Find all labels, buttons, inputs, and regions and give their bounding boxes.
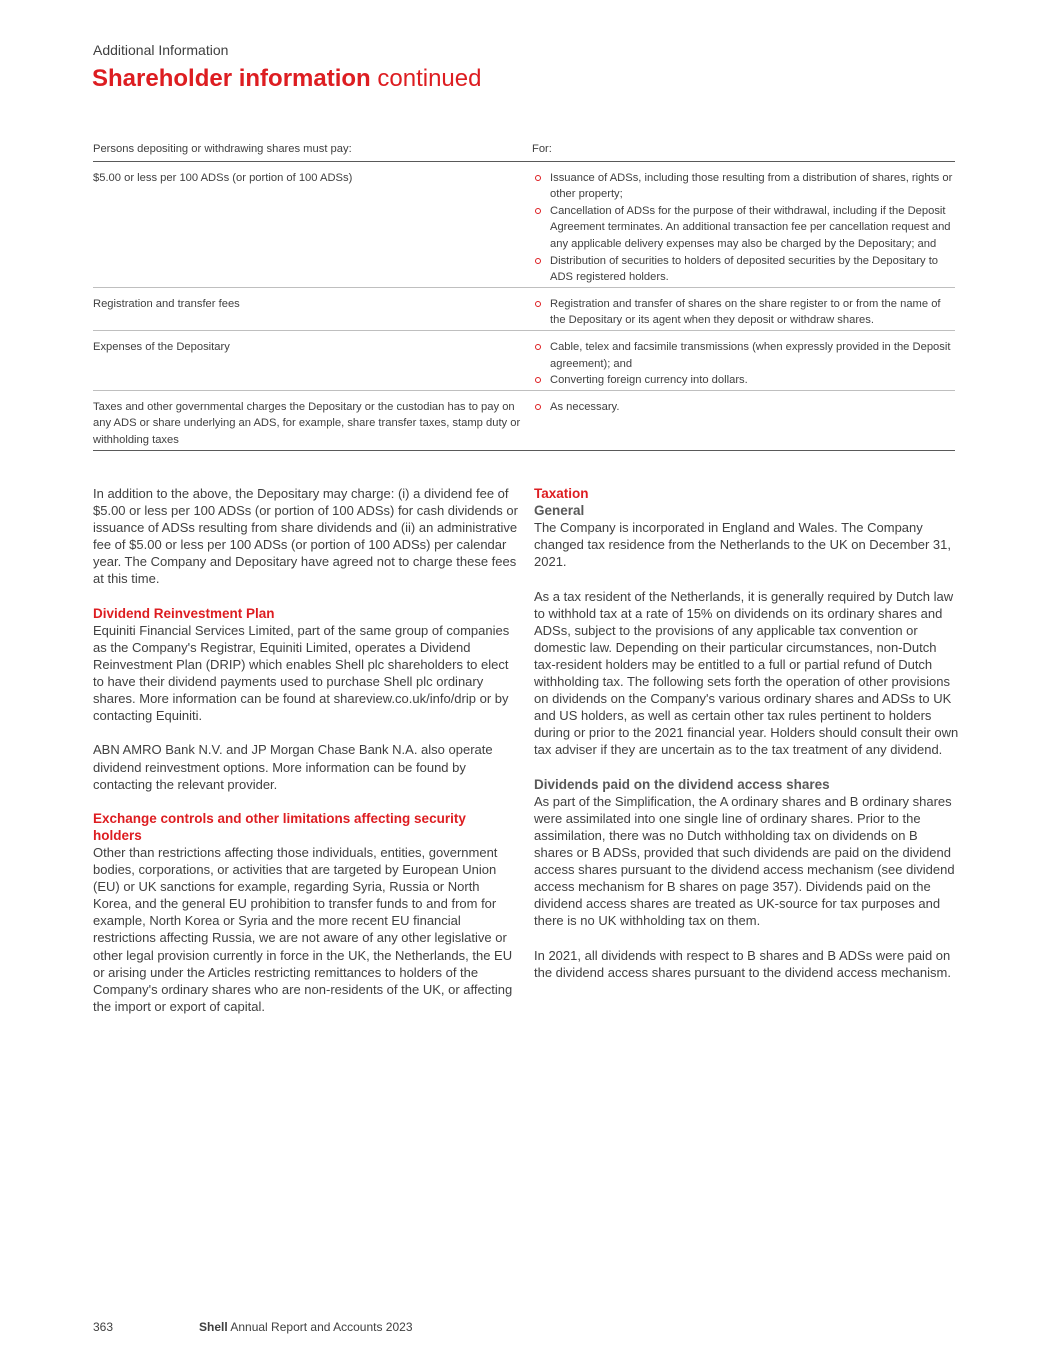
fee-cell: $5.00 or less per 100 ADSs (or portion of 100 ADSs) [93,161,532,287]
for-list-item: As necessary. [532,399,955,416]
dividend-access-paragraph-2: In 2021, all dividends with respect to B shares and B ADSs were paid on the dividend access shares pursuant to the dividend access mechanism. [534,947,951,980]
general-paragraph-2: As a tax resident of the Netherlands, it is generally required by Dutch law to withhold tax at a rate of 15% on dividends on its ordinary shares and ADSs, subject to the provisions of any applicable tax convention or domestic law. Depending on their particular circumstances, non-Dutch tax-resident holders may be entitled to a full or partial refund of Dutch withholding tax. The following sets forth the operation of other provisions on dividends on the Company's various ordinary shares and ADSs to UK and US holders, as well as certain other tax rules pertinent to holders during or prior to the 2021 financial year. Holders should consult their own tax adviser if they are uncertain as to the tax treatment of any dividend. [534,588,959,758]
section-label: Additional Information [93,42,229,58]
footer-brand: Shell [199,1320,228,1334]
fee-cell: Registration and transfer fees [93,287,532,330]
for-list-item: Issuance of ADSs, including those resulting from a distribution of shares, rights or other property; [532,170,955,203]
for-list-item: Cancellation of ADSs for the purpose of their withdrawal, including if the Deposit Agreement terminates. An additional transaction fee per cancellation request and any applicable delivery expenses may also be charged by the Depositary; and [532,203,955,253]
drip-heading: Dividend Reinvestment Plan [93,605,275,621]
general-paragraph-1: The Company is incorporated in England and Wales. The Company changed tax residence from the Netherlands to the UK on December 31, 2021. [534,520,951,570]
for-list [532,296,955,329]
for-list [532,170,955,286]
for-list-item: Registration and transfer of shares on the share register to or from the name of the Depositary or its agent when they deposit or withdraw shares. [532,296,955,329]
left-column [93,485,518,1032]
fee-table [93,140,955,451]
page-title-suffix: continued [377,65,482,92]
taxation-heading: Taxation [534,486,589,501]
for-list-item: Distribution of securities to holders of deposited securities by the Depositary to ADS registered holders. [532,253,955,286]
for-list [532,399,955,416]
for-cell [532,330,955,390]
depositary-charges-paragraph: In addition to the above, the Depositary may charge: (i) a dividend fee of $5.00 or less per 100 ADSs (or portion of 100 ADSs) for cash dividends or issuance of ADSs resulting from share dividends and (ii) an administrative fee of $5.00 or less per 100 ADSs (or portion of 100 ADSs) per calendar year. The Company and Depositary have agreed not to charge these fees at this time. [93,486,518,587]
exchange-controls-paragraph: Other than restrictions affecting those individuals, entities, government bodies, corporations, or activities that are targeted by European Union (EU) or UK sanctions for example, regarding Syria, Russia or North Korea, and the general EU prohibition to transfer funds to and from for example, North Korea or Syria and the more recent EU financial restrictions affecting Russia, we are not aware of any other legislative or other legal provision currently in force in the UK, the Netherlands, the EU or arising under the Articles restricting remittances to holders of the Company's ordinary shares who are non-residents of the UK, or affecting the import or export of capital. [93,844,513,1014]
fee-cell: Expenses of the Depositary [93,330,532,390]
table-row [93,390,955,450]
fee-column-header: Persons depositing or withdrawing shares must pay: [93,140,532,161]
for-cell [532,390,955,450]
dividend-access-heading: Dividends paid on the dividend access shares [534,776,830,792]
fee-cell: Taxes and other governmental charges the Depositary or the custodian has to pay on any ADS or share underlying an ADS, for example, share transfer taxes, stamp duty or withholding taxes [93,390,532,450]
for-cell [532,287,955,330]
table-row [93,161,955,287]
page-title-main: Shareholder information [92,65,371,92]
for-list-item: Cable, telex and facsimile transmissions (when expressly provided in the Deposit agreement); and [532,339,955,372]
dividend-access-paragraph-1: As part of the Simplification, the A ordinary shares and B ordinary shares were assimilated into one single line of ordinary shares. Prior to the assimilation, there was no Dutch withholding tax on dividends on B shares or B ADSs, provided that such dividends are paid on the dividend access shares pursuant to the dividend access mechanism (see dividend access mechanism for B shares on page 357). Dividends paid on the dividend access shares are treated as UK-source for tax purposes and there is no UK withholding tax on them. [534,793,955,929]
for-list [532,339,955,389]
for-list-item: Converting foreign currency into dollars. [532,372,955,389]
fee-table-header-row [93,140,955,161]
footer-report-name: Annual Report and Accounts 2023 [230,1320,413,1334]
table-row [93,330,955,390]
drip-paragraph: Equiniti Financial Services Limited, part of the same group of companies as the Company's Registrar, Equiniti Limited, operates a Dividend Reinvestment Plan (DRIP) which enables Shell plc shareholders to elect to have their dividend payments used to purchase Shell plc ordinary shares. More information can be found at shareview.co.uk/info/drip or by contacting Equiniti. [93,622,510,724]
for-column-header: For: [532,140,955,161]
right-column [534,485,959,998]
table-row [93,287,955,330]
for-cell [532,161,955,287]
footer-report-title [199,1320,413,1334]
general-subheading: General [534,503,585,519]
exchange-controls-heading: Exchange controls and other limitations affecting security holders [93,810,466,843]
drip-other-providers-paragraph: ABN AMRO Bank N.V. and JP Morgan Chase Bank N.A. also operate dividend reinvestment options. More information can be found by contacting the relevant provider. [93,742,493,792]
page-number: 363 [93,1320,114,1334]
page-title [92,64,481,94]
